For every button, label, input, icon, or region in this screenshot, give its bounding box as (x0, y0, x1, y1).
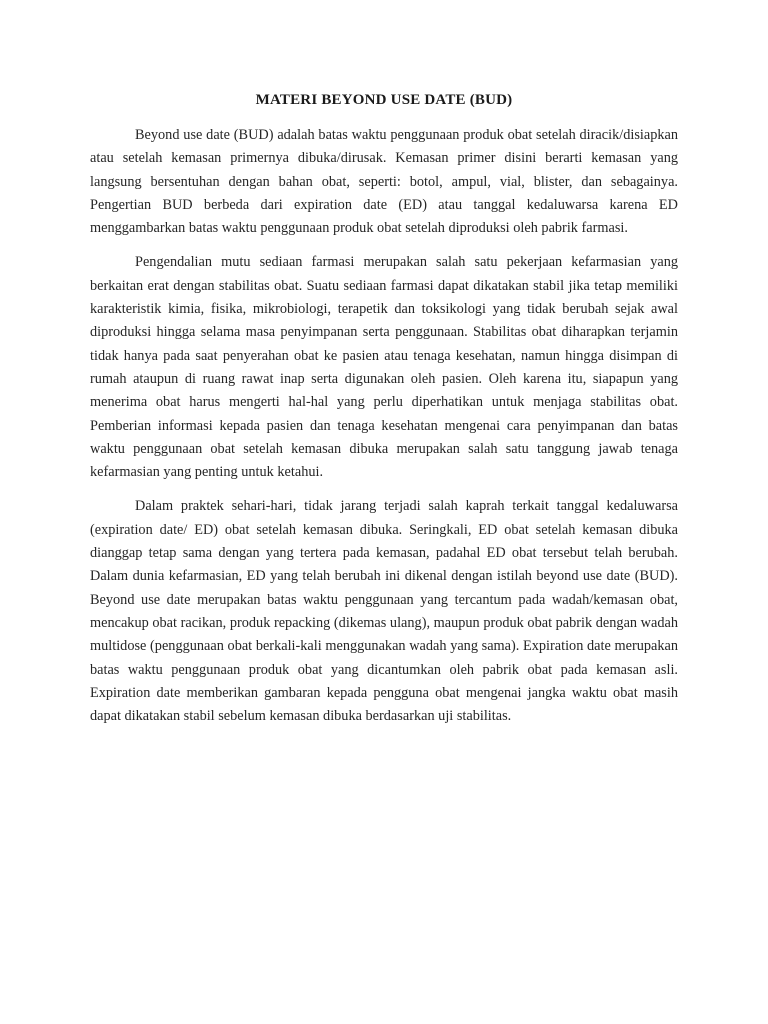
document-body (90, 124, 678, 739)
paragraph-daily-practice: Dalam praktek sehari-hari, tidak jarang terjadi salah kaprah terkait tanggal kedaluwarsa (expiration date/ ED) obat setelah kemasan dibuka. Seringkali, ED obat setelah kemasan dibuka dianggap tetap sama dengan yang tertera pada kemasan, padahal ED obat tersebut telah berubah. Dalam dunia kefarmasian, ED yang telah berubah ini dikenal dengan istilah beyond use date (BUD). Beyond use date merupakan batas waktu penggunaan yang tercantum pada wadah/kemasan obat, mencakup obat racikan, produk repacking (dikemas ulang), maupun produk obat pabrik dengan wadah multidose (penggunaan obat berkali-kali menggunakan wadah yang sama). Expiration date merupakan batas waktu penggunaan produk obat yang dicantumkan oleh pabrik obat pada kemasan asli. Expiration date memberikan gambaran kepada pengguna obat mengenai jangka waktu obat masih dapat dikatakan stabil sebelum kemasan dibuka berdasarkan uji stabilitas. (90, 498, 678, 725)
paragraph-quality-control: Pengendalian mutu sediaan farmasi merupakan salah satu pekerjaan kefarmasian yang berkaitan erat dengan stabilitas obat. Suatu sediaan farmasi dapat dikatakan stabil jika tetap memiliki karakteristik kimia, fisika, mikrobiologi, terapetik dan toksikologi yang tidak berubah sejak awal diproduksi hingga selama masa penyimpanan serta penggunaan. Stabilitas obat diharapkan terjamin tidak hanya pada saat penyerahan obat ke pasien atau tenaga kesehatan, namun hingga disimpan di rumah ataupun di ruang rawat inap serta digunakan oleh pasien. Oleh karena itu, siapapun yang menerima obat harus mengerti hal-hal yang perlu diperhatikan untuk menjaga stabilitas obat. Pemberian informasi kepada pasien dan tenaga kesehatan mengenai cara penyimpanan dan batas waktu penggunaan obat setelah kemasan dibuka merupakan salah satu tanggung jawab tenaga kefarmasian yang penting untuk ketahui. (90, 254, 678, 481)
document-title: MATERI BEYOND USE DATE (BUD) (255, 92, 513, 108)
paragraph-bud-definition: Beyond use date (BUD) adalah batas waktu penggunaan produk obat setelah diracik/disiapkan atau setelah kemasan primernya dibuka/dirusak. Kemasan primer disini berarti kemasan yang langsung bersentuhan dengan bahan obat, seperti: botol, ampul, vial, blister, dan sebagainya. Pengertian BUD berbeda dari expiration date (ED) atau tanggal kedaluwarsa karena ED menggambarkan batas waktu penggunaan produk obat setelah diproduksi oleh pabrik farmasi. (90, 127, 678, 237)
